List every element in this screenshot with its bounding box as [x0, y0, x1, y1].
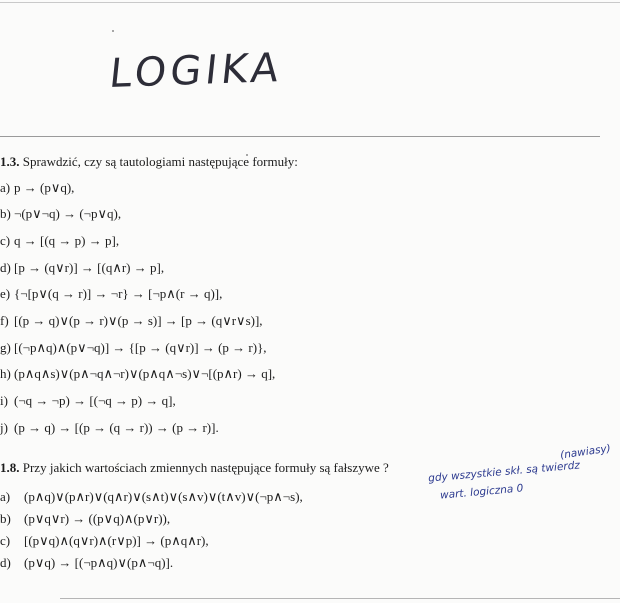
- item-label: j): [0, 420, 8, 435]
- exercise-text: Sprawdzić, czy są tautologiami następujące formuły:: [22, 154, 298, 169]
- item-label: e): [0, 286, 11, 301]
- formula-item: [0, 313, 263, 329]
- exercise-number: 1.3.: [0, 154, 20, 169]
- handwritten-note-line: gdy wszystkie skł. są twierdz: [427, 459, 581, 485]
- item-formula: (p → q) → [(p → (q → r)) → (p → r)].: [14, 420, 219, 435]
- handwritten-note-line: wart. logiczna 0: [439, 482, 524, 502]
- item-formula: p → (p∨q),: [14, 180, 75, 195]
- exercise-number: 1.8.: [0, 460, 20, 475]
- item-formula: (¬q → ¬p) → [(¬q → p) → q],: [14, 393, 176, 408]
- formula-item: [0, 340, 267, 356]
- formula-item: [0, 555, 173, 571]
- exercise-text: Przy jakich wartościach zmiennych następujące formuły są fałszywe ?: [22, 460, 389, 475]
- item-label: d): [0, 260, 11, 275]
- top-border: [0, 2, 620, 3]
- item-label: c): [0, 533, 11, 548]
- item-formula: q → [(q → p) → p],: [14, 233, 120, 248]
- item-label: b): [0, 511, 11, 526]
- item-label: b): [0, 206, 11, 221]
- handwritten-note-line: (nawiasy): [559, 442, 612, 462]
- formula-item: [0, 511, 170, 527]
- item-label: g): [0, 340, 11, 355]
- formula-item: [0, 489, 303, 505]
- item-formula: [p → (q∨r)] → [(q∧r) → p],: [14, 260, 165, 275]
- formula-item: [0, 533, 209, 549]
- item-formula: (p∨q∨r) → ((p∨q)∧(p∨r)),: [24, 511, 171, 526]
- formula-item: [0, 260, 164, 276]
- item-formula: [(¬p∧q)∧(p∨¬q)] → {[p → (q∨r)] → (p → r)},: [14, 340, 267, 355]
- title-divider: [0, 136, 600, 137]
- item-label: c): [0, 233, 11, 248]
- item-label: a): [0, 489, 11, 504]
- formula-item: [0, 180, 74, 196]
- item-label: f): [0, 313, 9, 328]
- item-formula: (p∧q)∨(p∧r)∨(q∧r)∨(s∧t)∨(s∧v)∨(t∧v)∨(¬p∧¬s),: [24, 489, 303, 504]
- item-label: i): [0, 393, 8, 408]
- page-title: LOGIKA: [107, 45, 285, 97]
- formula-item: [0, 393, 176, 409]
- item-formula: [(p∨q)∧(q∨r)∧(r∨p)] → (p∧q∧r),: [24, 533, 209, 548]
- item-formula: (p∧q∧s)∨(p∧¬q∧¬r)∨(p∧q∧¬s)∨¬[(p∧r) → q],: [14, 366, 276, 381]
- item-formula: [(p → q)∨(p → r)∨(p → s)] → [p → (q∨r∨s)],: [14, 313, 263, 328]
- item-formula: (p∨q) → [(¬p∧q)∨(p∧¬q)].: [24, 555, 174, 570]
- exercise-1-3-heading: [0, 154, 298, 170]
- exercise-1-8-heading: [0, 460, 389, 476]
- scan-speck: [112, 30, 114, 32]
- item-formula: {¬[p∨(q → r)] → ¬r} → [¬p∧(r → q)],: [14, 286, 223, 301]
- item-formula: ¬(p∨¬q) → (¬p∨q),: [14, 206, 122, 221]
- formula-item: [0, 206, 121, 222]
- item-label: a): [0, 180, 11, 195]
- formula-item: [0, 366, 275, 382]
- bottom-border: [60, 598, 620, 599]
- formula-item: [0, 420, 219, 436]
- formula-item: [0, 233, 119, 249]
- formula-item: [0, 286, 222, 302]
- item-label: h): [0, 366, 11, 381]
- item-label: d): [0, 555, 11, 570]
